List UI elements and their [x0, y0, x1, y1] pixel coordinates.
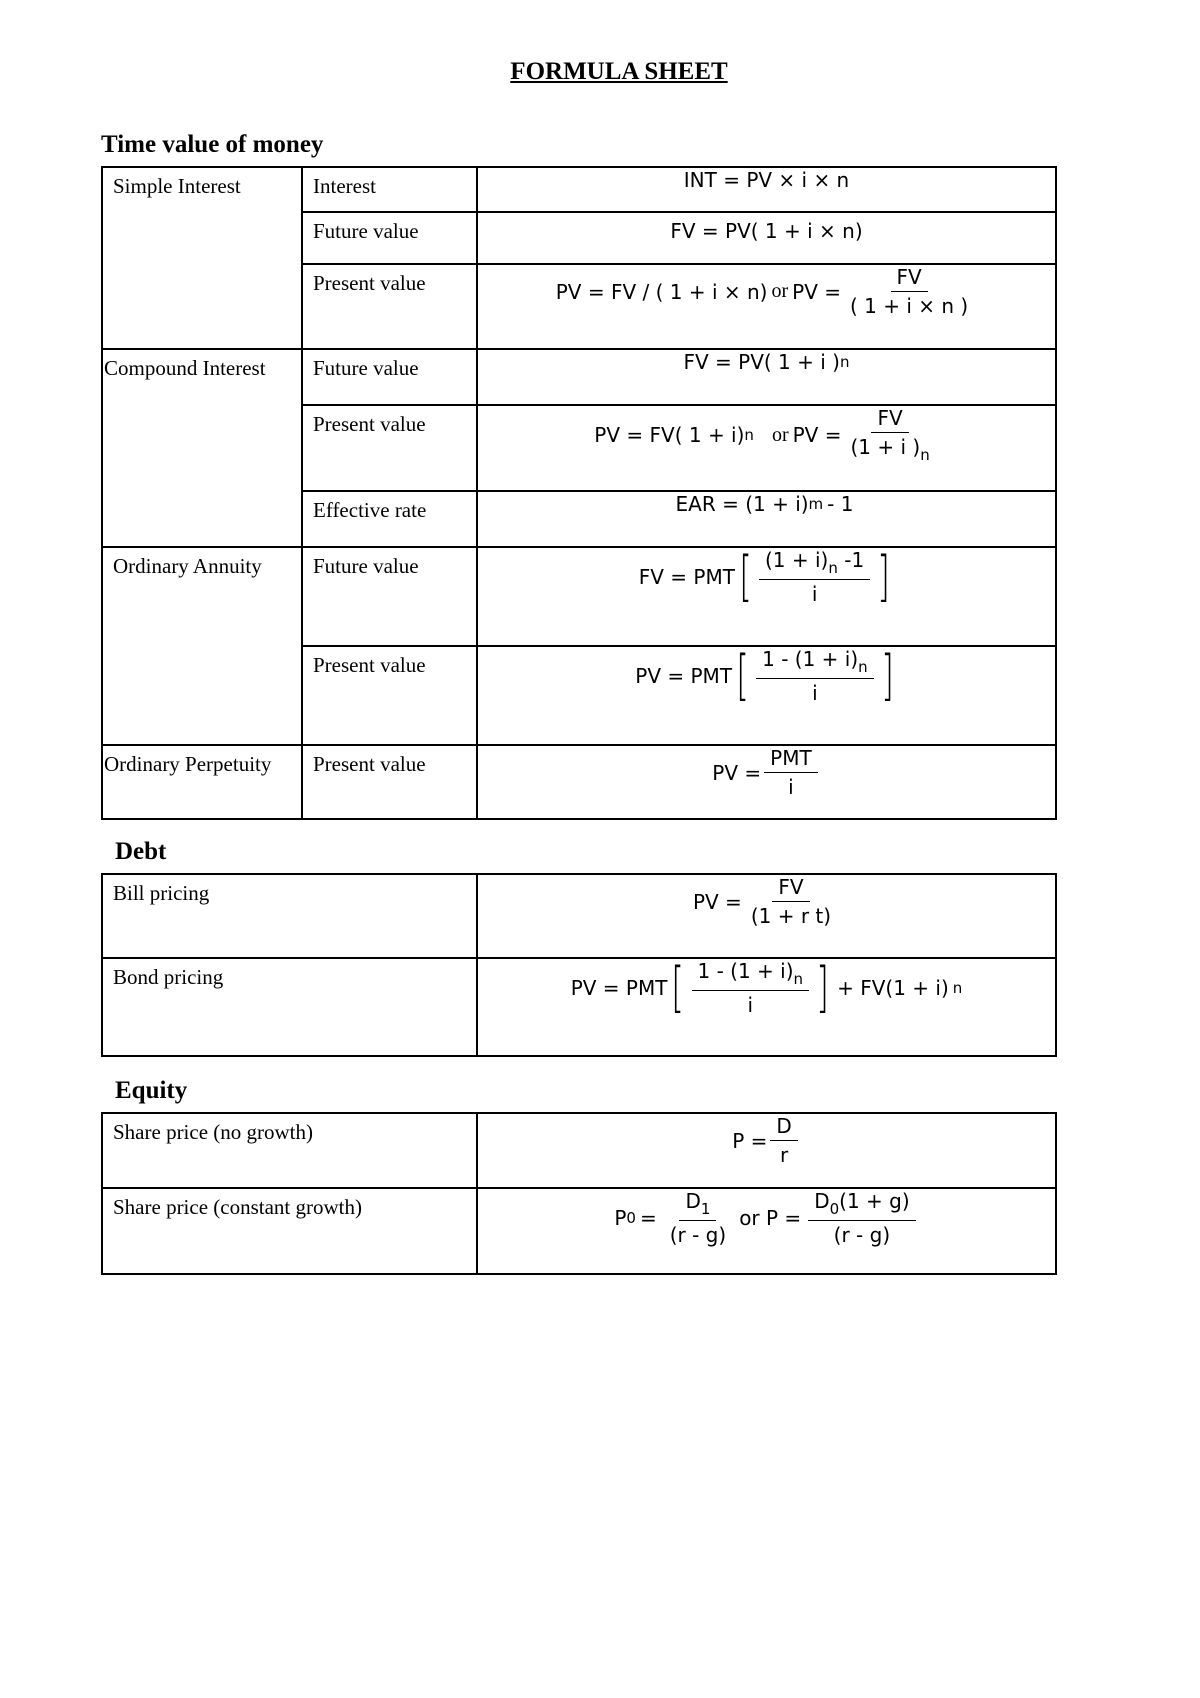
row-label: Present value — [313, 653, 426, 677]
formula-or: or — [771, 280, 789, 302]
fraction-numerator: FV — [772, 875, 809, 902]
fraction-denominator: i — [811, 582, 818, 606]
formula-exponent: n — [858, 658, 868, 676]
formula-simple-interest: INT = PV × i × n — [683, 168, 850, 192]
formula-or: or — [771, 423, 789, 446]
section-heading-time-value: Time value of money — [101, 131, 324, 158]
fraction-numerator: FV — [871, 406, 908, 433]
formula-subscript: 0 — [829, 1200, 840, 1218]
time-value-table — [101, 166, 1057, 820]
fraction-denominator: (1 + i ) — [850, 435, 921, 459]
fraction-denominator: i — [747, 993, 754, 1017]
formula-or: or P = — [739, 1206, 802, 1230]
section-heading-debt: Debt — [115, 838, 167, 865]
fraction-numerator: (1 + i) — [765, 548, 829, 572]
row-label: Present value — [313, 752, 426, 776]
table-row — [102, 874, 1056, 958]
formula-lhs: PV = PMT — [570, 976, 668, 1000]
formula-exponent: n — [952, 979, 963, 997]
page-title: FORMULA SHEET — [510, 58, 728, 85]
formula-perpetuity — [478, 746, 1055, 799]
row-label: Present value — [313, 412, 426, 436]
formula-equals: = — [639, 1206, 657, 1230]
formula-lhs: P = — [732, 1128, 768, 1153]
fraction-numerator: D — [770, 1114, 797, 1141]
formula-lhs: PV = — [792, 423, 842, 447]
formula-part: PV = FV( 1 + i) — [594, 423, 745, 447]
row-label: Future value — [313, 356, 419, 380]
row-label: Future value — [313, 554, 419, 578]
row-label: Bond pricing — [113, 965, 224, 989]
fraction-numerator: FV — [891, 265, 928, 292]
formula-subscript: 0 — [626, 1209, 636, 1227]
formula-lhs: PV = — [692, 889, 742, 914]
fraction-denominator: r — [779, 1143, 789, 1167]
row-label: Effective rate — [313, 498, 427, 522]
formula-compound-pv — [478, 406, 1055, 464]
formula-exponent: n — [920, 446, 930, 464]
table-row — [102, 167, 1056, 212]
fraction-denominator: (r - g) — [669, 1223, 727, 1247]
debt-table — [101, 873, 1057, 1057]
formula-part: FV = PV( 1 + i ) — [683, 350, 840, 374]
formula-simple-fv: FV = PV( 1 + i × n) — [670, 219, 863, 243]
formula-share-constant-growth — [478, 1189, 1055, 1247]
fraction-denominator: ( 1 + i × n ) — [850, 294, 969, 318]
table-row — [102, 745, 1056, 819]
table-row — [102, 1113, 1056, 1188]
group-ordinary-annuity: Ordinary Annuity — [113, 554, 262, 578]
formula-lhs: PV = — [792, 279, 841, 304]
group-ordinary-perpetuity: Ordinary Perpetuity — [104, 752, 272, 776]
formula-annuity-fv: FV = PMT [ $\frac{(1 + i)_n -1}{i}$ ] — [638, 545, 891, 608]
formula-annuity-pv: PV = PMT [ $\frac{1 - (1 + i)_n}{i}$ ] — [635, 644, 894, 707]
group-label-cell — [102, 167, 302, 349]
formula-part: + FV(1 + i) — [837, 976, 949, 1000]
group-simple-interest: Simple Interest — [113, 174, 241, 198]
equity-table — [101, 1112, 1057, 1275]
formula-part: -1 — [844, 548, 865, 572]
fraction-numerator: 1 - (1 + i) — [762, 647, 859, 671]
fraction-numerator: D — [814, 1189, 830, 1213]
formula-lhs: FV = PMT — [638, 565, 735, 589]
fraction-denominator: (1 + r t) — [750, 904, 832, 928]
formula-bill-pricing — [478, 875, 1055, 928]
table-row — [102, 958, 1056, 1056]
formula-exponent: m — [808, 495, 824, 513]
formula-part: (1 + g) — [839, 1189, 910, 1213]
row-label: Bill pricing — [113, 881, 210, 905]
row-label: Interest — [313, 174, 376, 198]
fraction-denominator: (r - g) — [833, 1223, 891, 1247]
fraction-denominator: i — [812, 681, 818, 705]
formula-bond-pricing: PV = PMT [ $\frac{1 - (1 + i)_n}{i}$ ] + FV(1 + i) n — [570, 956, 963, 1019]
fraction-numerator: D — [685, 1189, 701, 1213]
formula-part: - 1 — [827, 492, 854, 516]
table-row — [102, 1188, 1056, 1274]
formula-ear — [676, 492, 858, 516]
fraction-denominator: i — [788, 775, 794, 799]
row-label: Share price (constant growth) — [113, 1195, 362, 1219]
formula-exponent: n — [828, 559, 838, 577]
formula-part: EAR = (1 + i) — [675, 492, 809, 516]
formula-compound-fv — [684, 350, 850, 374]
group-compound-interest: Compound Interest — [104, 356, 266, 380]
row-label: Present value — [313, 271, 426, 295]
formula-lhs: PV = — [712, 760, 762, 785]
fraction-numerator: PMT — [764, 746, 818, 773]
table-row — [102, 349, 1056, 405]
formula-exponent: n — [744, 426, 754, 444]
formula-part: PV = FV / ( 1 + i × n) — [555, 279, 768, 304]
formula-simple-pv — [478, 265, 1055, 318]
formula-lhs: P — [614, 1206, 627, 1230]
table-row — [102, 547, 1056, 646]
row-label: Future value — [313, 219, 419, 243]
section-heading-equity: Equity — [115, 1077, 188, 1104]
formula-share-no-growth — [478, 1114, 1055, 1167]
formula-lhs: PV = PMT — [635, 664, 733, 688]
formula-subscript: 1 — [700, 1200, 711, 1218]
formula-exponent: n — [839, 353, 850, 371]
fraction-numerator: 1 - (1 + i) — [697, 959, 794, 983]
formula-exponent: n — [793, 970, 804, 988]
row-label: Share price (no growth) — [113, 1120, 314, 1144]
